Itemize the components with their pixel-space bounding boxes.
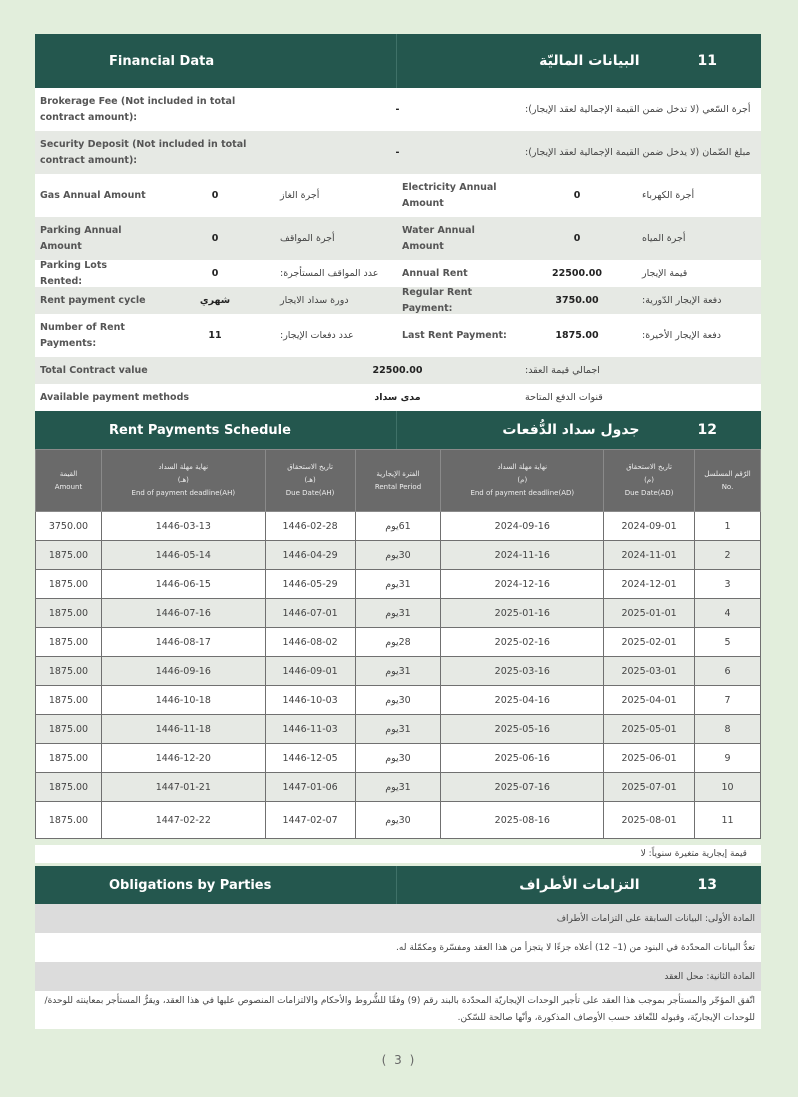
brokerage-fee-value: - xyxy=(395,103,400,115)
total-contract-label-ar: اجمالي قيمة العقد: xyxy=(525,364,600,376)
cell-period: 61يوم xyxy=(355,512,441,541)
cell-due-ad: 2025-03-01 xyxy=(604,657,695,686)
cell-end-ah: 1446-11-18 xyxy=(101,715,265,744)
table-row xyxy=(36,686,761,715)
table-row xyxy=(36,773,761,802)
payment-methods-label-ar: قنوات الدفع المتاحة xyxy=(525,391,603,403)
cell-due-ad: 2024-09-01 xyxy=(604,512,695,541)
cell-amount: 3750.00 xyxy=(36,512,102,541)
payment-schedule-table xyxy=(35,449,761,839)
financial-label-ar: دورة سداد الايجار xyxy=(280,294,349,306)
payment-methods-row xyxy=(35,384,761,411)
column-header-text: (م) xyxy=(644,476,654,484)
brokerage-fee-label-en: Brokerage Fee (Not included in total contract amount): xyxy=(40,95,236,123)
cell-end-ad: 2024-12-16 xyxy=(441,570,604,599)
cell-due-ad: 2025-06-01 xyxy=(604,744,695,773)
financial-label-en: Rent payment cycle xyxy=(40,294,146,306)
cell-end-ad: 2025-02-16 xyxy=(441,628,604,657)
cell-amount: 1875.00 xyxy=(36,802,102,839)
column-header-text: نهاية مهلة السداد xyxy=(497,463,548,471)
cell-due-ad: 2025-08-01 xyxy=(604,802,695,839)
cell-period: 31يوم xyxy=(355,657,441,686)
financial-row xyxy=(35,314,761,357)
cell-due-ah: 1446-08-02 xyxy=(265,628,355,657)
financial-label-en: Number of Rent Payments: xyxy=(40,321,125,349)
table-row xyxy=(36,570,761,599)
column-header-text: Amount xyxy=(54,482,83,491)
cell-amount: 1875.00 xyxy=(36,686,102,715)
brokerage-fee-label-ar: أجرة السّعي (لا تدخل ضمن القيمة الإجمالية لعقد الإيجار): xyxy=(525,103,751,115)
cell-end-ah: 1446-06-15 xyxy=(101,570,265,599)
cell-due-ad: 2025-05-01 xyxy=(604,715,695,744)
financial-data-header xyxy=(35,34,761,88)
cell-due-ah: 1446-09-01 xyxy=(265,657,355,686)
column-header-text: (هـ) xyxy=(304,476,316,484)
financial-data-title-ar: البيانات الماليّة xyxy=(539,53,640,69)
column-header-text: الرّقم المسلسل xyxy=(704,469,751,478)
financial-value: 3750.00 xyxy=(555,294,599,306)
column-header-text: End of payment deadline(AH) xyxy=(131,489,236,497)
column-header-text: القيمة xyxy=(59,469,78,478)
cell-amount: 1875.00 xyxy=(36,541,102,570)
cell-end-ad: 2024-11-16 xyxy=(441,541,604,570)
security-deposit-value: - xyxy=(395,146,400,158)
cell-end-ad: 2025-08-16 xyxy=(441,802,604,839)
cell-no: 1 xyxy=(695,512,761,541)
schedule-title-ar: جدول سداد الدُّفعات xyxy=(502,422,640,438)
column-header-text: No. xyxy=(721,482,734,491)
cell-end-ad: 2025-07-16 xyxy=(441,773,604,802)
financial-value: 0 xyxy=(573,232,581,244)
table-row xyxy=(36,541,761,570)
cell-no: 2 xyxy=(695,541,761,570)
cell-due-ah: 1446-11-03 xyxy=(265,715,355,744)
cell-due-ah: 1446-10-03 xyxy=(265,686,355,715)
column-header-text: (هـ) xyxy=(177,476,189,484)
cell-period: 30يوم xyxy=(355,541,441,570)
financial-row xyxy=(35,174,761,217)
cell-due-ah: 1446-04-29 xyxy=(265,541,355,570)
financial-label-ar: دفعة الإيجار الأخيرة: xyxy=(642,329,722,341)
financial-label-en: Parking Annual Amount xyxy=(40,224,122,252)
cell-due-ah: 1447-02-07 xyxy=(265,802,355,839)
financial-label-en: Water Annual Amount xyxy=(402,224,475,252)
cell-amount: 1875.00 xyxy=(36,628,102,657)
financial-label-ar: أجرة المواقف xyxy=(280,232,335,244)
table-row xyxy=(36,628,761,657)
security-deposit-label-en: Security Deposit (Not included in total contract amount): xyxy=(40,138,247,166)
cell-due-ad: 2025-01-01 xyxy=(604,599,695,628)
article-2-text: اتّفق المؤجّر والمستأجر بموجب هذا العقد على تأجير الوحدات الإيجاريّة المحدّدة بالبند رقم (9) وفقًا للشُّروط والأحكام والالتزامات المنصوص عليها في هذا العقد، ويقرُّ المستأجر بمعاينته للوحدة/للوحدات الإيجاريّة، وقبوله للتّعاقد حسب الأوصاف المذكورة، وأنّها صالحة للسّكن. xyxy=(35,991,761,1029)
financial-label-ar: عدد دفعات الإيجار: xyxy=(280,329,354,341)
column-header-end-ad xyxy=(441,450,604,512)
cell-due-ah: 1446-02-28 xyxy=(265,512,355,541)
cell-no: 7 xyxy=(695,686,761,715)
financial-label-ar: دفعة الإيجار الدّورية: xyxy=(642,294,722,306)
table-row xyxy=(36,802,761,839)
column-header-due-ah xyxy=(265,450,355,512)
cell-end-ah: 1446-07-16 xyxy=(101,599,265,628)
total-contract-row xyxy=(35,357,761,384)
financial-label-ar: أجرة الغاز xyxy=(280,189,320,201)
financial-label-en: Gas Annual Amount xyxy=(40,189,146,201)
cell-no: 5 xyxy=(695,628,761,657)
cell-period: 30يوم xyxy=(355,744,441,773)
cell-end-ad: 2025-03-16 xyxy=(441,657,604,686)
financial-value: 0 xyxy=(211,189,219,201)
financial-label-ar: أجرة الكهرباء xyxy=(642,189,695,201)
payment-methods-value: مدى سداد xyxy=(374,391,421,403)
cell-end-ad: 2025-04-16 xyxy=(441,686,604,715)
financial-value: شهري xyxy=(199,294,231,306)
cell-end-ah: 1446-08-17 xyxy=(101,628,265,657)
cell-amount: 1875.00 xyxy=(36,657,102,686)
table-row xyxy=(36,599,761,628)
cell-period: 31يوم xyxy=(355,773,441,802)
financial-data-title-en: Financial Data xyxy=(35,34,397,88)
column-header-text: تاريخ الاستحقاق xyxy=(287,463,333,471)
financial-value: 22500.00 xyxy=(552,267,602,279)
cell-end-ah: 1446-10-18 xyxy=(101,686,265,715)
cell-due-ah: 1447-01-06 xyxy=(265,773,355,802)
column-header-text: الفترة الإيجارية xyxy=(376,469,420,478)
cell-no: 8 xyxy=(695,715,761,744)
table-row xyxy=(36,512,761,541)
cell-period: 30يوم xyxy=(355,802,441,839)
financial-value: 0 xyxy=(211,232,219,244)
cell-end-ad: 2024-09-16 xyxy=(441,512,604,541)
cell-amount: 1875.00 xyxy=(36,744,102,773)
column-header-amount xyxy=(36,450,102,512)
financial-value: 1875.00 xyxy=(555,329,599,341)
financial-row xyxy=(35,217,761,260)
page-number: ( 3 ) xyxy=(381,1053,417,1067)
financial-label-ar: عدد المواقف المستأجرة: xyxy=(280,267,379,279)
total-contract-label-en: Total Contract value xyxy=(40,364,148,376)
financial-label-en: Last Rent Payment: xyxy=(402,329,507,341)
table-row xyxy=(36,657,761,686)
obligations-header xyxy=(35,866,761,904)
column-header-text: Due Date(AD) xyxy=(624,489,674,497)
cell-no: 11 xyxy=(695,802,761,839)
cell-end-ah: 1446-03-13 xyxy=(101,512,265,541)
obligations-title-ar: التزامات الأطراف xyxy=(519,877,640,893)
cell-end-ad: 2025-06-16 xyxy=(441,744,604,773)
column-header-due-ad xyxy=(604,450,695,512)
column-header-text: (م) xyxy=(517,476,528,484)
cell-due-ad: 2024-12-01 xyxy=(604,570,695,599)
security-deposit-row xyxy=(35,131,761,174)
financial-value: 11 xyxy=(208,329,222,341)
cell-amount: 1875.00 xyxy=(36,599,102,628)
cell-no: 4 xyxy=(695,599,761,628)
financial-value: 0 xyxy=(211,267,219,279)
cell-period: 31يوم xyxy=(355,715,441,744)
financial-label-en: Electricity Annual Amount xyxy=(402,181,497,209)
cell-end-ah: 1446-09-16 xyxy=(101,657,265,686)
cell-end-ah: 1447-02-22 xyxy=(101,802,265,839)
section-number: 11 xyxy=(697,53,717,69)
cell-amount: 1875.00 xyxy=(36,715,102,744)
cell-period: 31يوم xyxy=(355,570,441,599)
cell-end-ah: 1447-01-21 xyxy=(101,773,265,802)
cell-amount: 1875.00 xyxy=(36,773,102,802)
cell-no: 10 xyxy=(695,773,761,802)
column-header-no xyxy=(695,450,761,512)
cell-end-ad: 2025-05-16 xyxy=(441,715,604,744)
cell-end-ah: 1446-05-14 xyxy=(101,541,265,570)
column-header-period xyxy=(355,450,441,512)
payment-methods-label-en: Available payment methods xyxy=(40,391,190,403)
cell-due-ad: 2024-11-01 xyxy=(604,541,695,570)
article-1-text: تعدُّ البيانات المحدّدة في البنود من (1– 12) أعلاه جزءًا لا يتجزأ من هذا العقد ومفسّرة ومكمّلة له. xyxy=(35,933,761,962)
column-header-text: Rental Period xyxy=(374,482,422,491)
cell-due-ah: 1446-05-29 xyxy=(265,570,355,599)
financial-label-en: Regular Rent Payment: xyxy=(402,286,473,314)
financial-label-en: Annual Rent xyxy=(402,267,468,279)
financial-value: 0 xyxy=(573,189,581,201)
total-contract-value: 22500.00 xyxy=(372,364,423,376)
section-number: 12 xyxy=(697,422,717,438)
section-number: 13 xyxy=(697,877,717,893)
table-row xyxy=(36,715,761,744)
contract-page xyxy=(35,34,761,1029)
cell-due-ah: 1446-12-05 xyxy=(265,744,355,773)
cell-due-ad: 2025-07-01 xyxy=(604,773,695,802)
cell-due-ah: 1446-07-01 xyxy=(265,599,355,628)
financial-row xyxy=(35,287,761,314)
column-header-text: Due Date(AH) xyxy=(285,489,335,497)
column-header-text: نهاية مهلة السداد xyxy=(158,463,209,471)
column-header-end-ah xyxy=(101,450,265,512)
schedule-title-en: Rent Payments Schedule xyxy=(35,411,397,449)
financial-label-ar: أجرة المياه xyxy=(642,232,686,244)
brokerage-fee-row xyxy=(35,88,761,131)
financial-label-en: Parking Lots Rented: xyxy=(40,259,108,287)
cell-no: 6 xyxy=(695,657,761,686)
financial-label-ar: قيمة الإيجار xyxy=(642,267,688,279)
obligations-title-en: Obligations by Parties xyxy=(35,866,397,904)
article-1-title: المادة الأولى: البيانات السابقة على التزامات الأطراف xyxy=(35,904,761,933)
cell-amount: 1875.00 xyxy=(36,570,102,599)
cell-period: 28يوم xyxy=(355,628,441,657)
cell-end-ad: 2025-01-16 xyxy=(441,599,604,628)
variable-rent-note: قيمة إيجارية متغيرة سنوياً: لا xyxy=(35,845,761,863)
cell-period: 31يوم xyxy=(355,599,441,628)
security-deposit-label-ar: مبلغ الضّمان (لا يدخل ضمن القيمة الإجمالية لعقد الإيجار): xyxy=(525,146,751,158)
cell-period: 30يوم xyxy=(355,686,441,715)
column-header-text: End of payment deadline(AD) xyxy=(470,489,575,497)
financial-row xyxy=(35,260,761,287)
article-2-title: المادة الثانية: محل العقد xyxy=(35,962,761,991)
column-header-text: تاريخ الاستحقاق xyxy=(626,463,672,471)
cell-due-ad: 2025-04-01 xyxy=(604,686,695,715)
cell-due-ad: 2025-02-01 xyxy=(604,628,695,657)
cell-no: 3 xyxy=(695,570,761,599)
cell-end-ah: 1446-12-20 xyxy=(101,744,265,773)
table-row xyxy=(36,744,761,773)
cell-no: 9 xyxy=(695,744,761,773)
schedule-header xyxy=(35,411,761,449)
